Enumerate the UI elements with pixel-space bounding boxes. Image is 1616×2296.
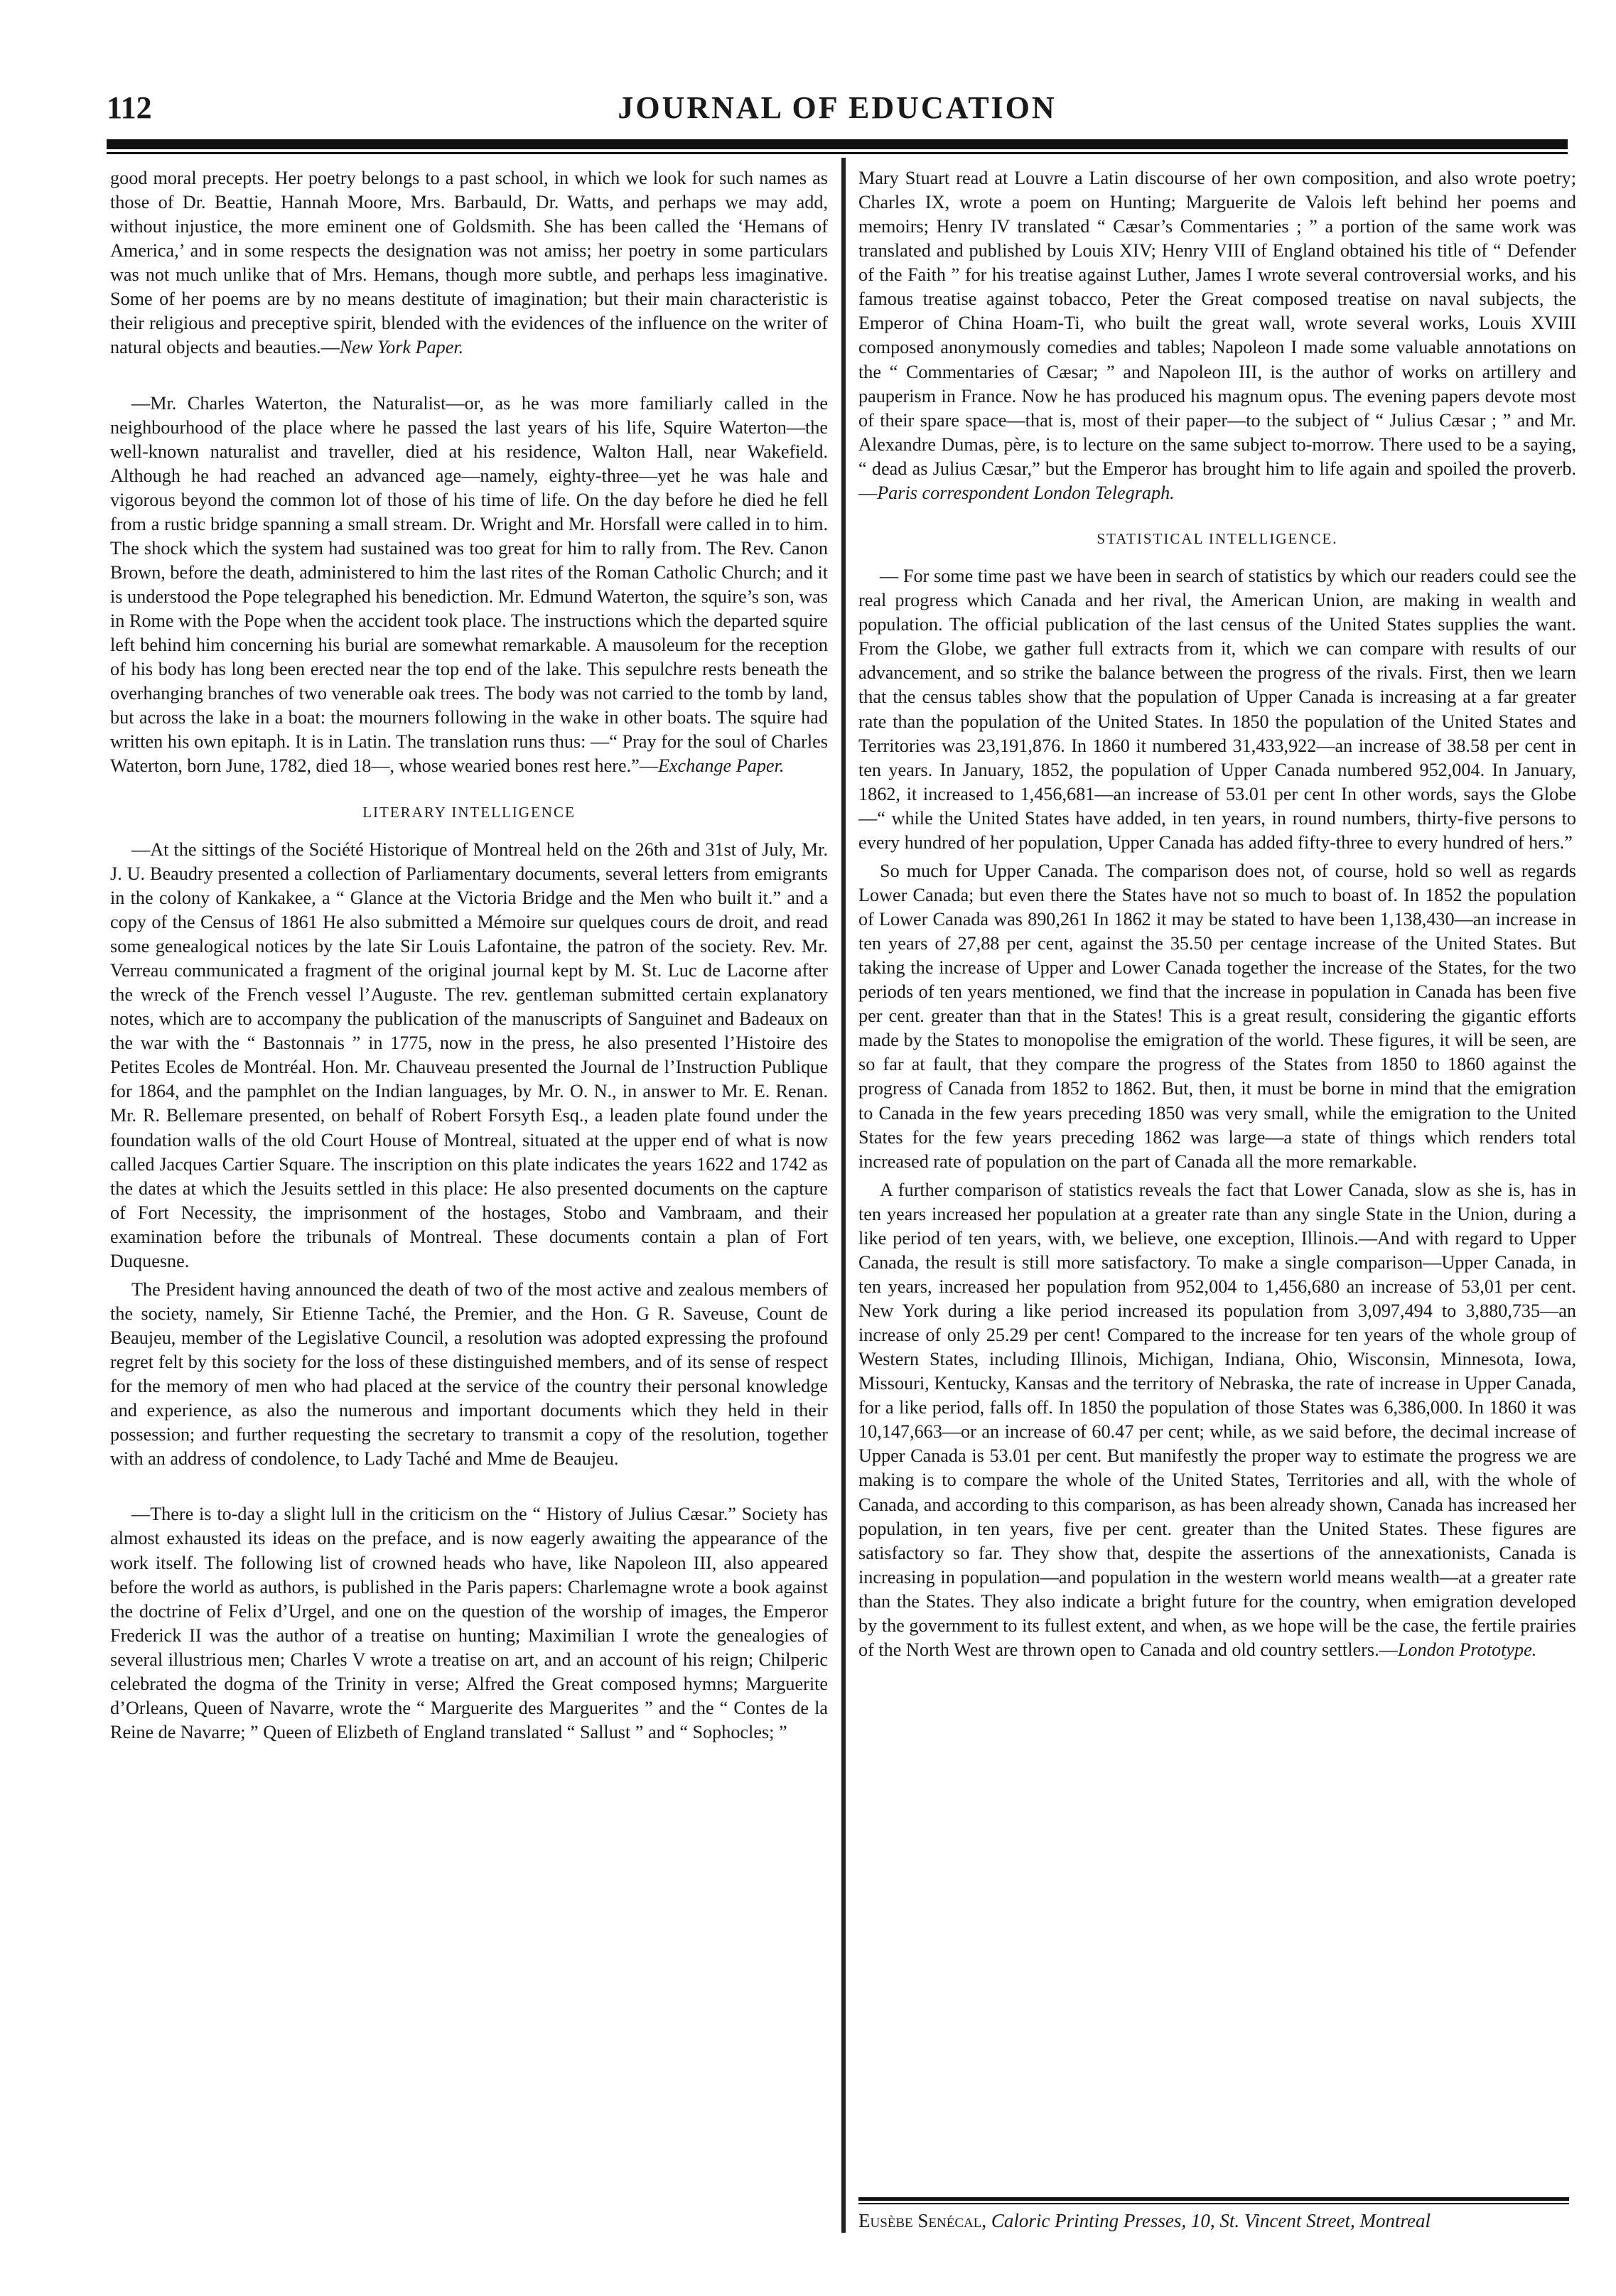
article-paragraph: — For some time past we have been in search of statistics by which our readers could see the real progress which Canada and her rival, the American Union, are making in wealth and population. The official publication of the last census of the United States supplies the want. From the Globe, we gather full extracts from it, which we can compare with results of our advancement, and so strike the balance between the progress of the rivals. First, then we learn that the census tables show that the population of Upper Canada is increasing at a far greater rate than the population of the United States. In 1850 the population of the United States and Territories was 23,191,876. In 1860 it numbered 31,433,922—an increase of 38.58 per cent in ten years. In January, 1852, the population of Upper Canada numbered 952,004. In January, 1862, it increased to 1,456,681—an increase of 53.01 per cent In other words, says the Globe—“ while the United States have added, in ten years, in round numbers, thirty-five persons to every hundred of her population, Upper Canada has added fifty-three to every hundred of hers.”	[858, 566, 1576, 853]
source-citation: London Prototype.	[1397, 1639, 1537, 1660]
page-number: 112	[107, 90, 152, 125]
section-heading-statistical: STATISTICAL INTELLIGENCE.	[1097, 529, 1338, 547]
article-paragraph: The President having announced the death of two of the most active and zealous members of the society, namely, Sir Etienne Taché, the Premier, and the Hon. G R. Saveuse, Count de Beaujeu, member of the Legislative Council, a resolution was adopted expressing the profound regret felt by this society for the loss of these distinguished members, and of its sense of respect for the memory of men who had placed at the service of the country their personal knowledge and experience, as also the numerous and important documents which they held in their possession; and further requesting the secretary to transmit a copy of the resolution, together with an address of condolence, to Lady Taché and Mme de Beaujeu.	[110, 1278, 828, 1470]
source-citation: Exchange Paper.	[657, 755, 785, 777]
right-column	[858, 166, 1576, 1666]
paragraph-text: —Mr. Charles Waterton, the Naturalist—or, as he was more familiarly called in the neighbourhood of the place where he passed the last years of his life, Squire Waterton—the well-known naturalist and traveller, died at his residence, Walton Hall, near Wakefield. Although he had reached an advanced age—namely, eighty-three—yet he was hale and vigorous beyond the common lot of those of his time of life. On the day before he died he fell from a rustic bridge spanning a small stream. Dr. Wright and Mr. Horsfall were called in to him. The shock which the system had sustained was too great for him to rally from. The Rev. Canon Brown, before the death, administered to him the last rites of the Roman Catholic Church; and it is understood the Pope telegraphed his benediction. Mr. Edmund Waterton, the squire’s son, was in Rome with the Pope when the accident took place. The instructions which the departed squire left behind him concerning his burial are somewhat remarkable. A mausoleum for the reception of his body has long been erected near the top end of the lake. This sepulchre rests beneath the overhanging branches of two venerable oak trees. The body was not carried to the tomb by land, but across the lake in a boat: the mourners following in the wake in other boats. The squire had written his own epitaph. It is in Latin. The translation runs thus: —“ Pray for the soul of Charles Waterton, born June, 1782, died 18—, whose wearied bones rest here.”—	[110, 392, 828, 777]
article-paragraph	[858, 166, 1576, 505]
article-paragraph: —At the sittings of the Société Historique of Montreal held on the 26th and 31st of July, Mr. J. U. Beaudry presented a collection of Parliamentary documents, several letters from emigrants in the colony of Kankakee, a “ Glance at the Victoria Bridge and the Men who built it.” and a copy of the Census of 1861 He also submitted a Mémoire sur quelques cours de droit, and read some genealogical notices by the late Sir Louis Lafontaine, the patron of the society. Rev. Mr. Verreau communicated a fragment of the original journal kept by M. St. Luc de Lacorne after the wreck of the French vessel l’Auguste. The rev. gentleman submitted certain explanatory notes, which are to accompany the publication of the manuscripts of Sanguinet and Badeaux on the war with the “ Bastonnais ” in 1775, now in the press, he also presented l’Histoire des Petites Ecoles de Montréal. Hon. Mr. Chauveau presented the Journal de l’Instruction Publique for 1864, and the pamphlet on the Indian languages, by Mr. O. N., in answer to Mr. E. Renan. Mr. R. Bellemare presented, on behalf of Robert Forsyth Esq., a leaden plate found under the foundation walls of the old Court House of Montreal, situated at the upper end of what is now called Jacques Cartier Square. The inscription on this plate indicates the years 1622 and 1742 as the dates at which the Jesuits settled in this place: He also presented documents on the capture of Fort Necessity, the imprisonment of the hostages, Stobo and Vambraam, and their examination before the tribunals of Montreal. These documents contain a plan of Fort Duquesne.	[110, 839, 828, 1271]
source-citation: New York Paper.	[339, 337, 464, 358]
source-citation: Paris correspondent London Telegraph.	[877, 482, 1175, 503]
article-paragraph	[858, 1178, 1576, 1662]
article-paragraph	[110, 392, 828, 779]
paragraph-text: A further comparison of statistics reveals the fact that Lower Canada, slow as she is, has in ten years increased her population at a greater rate than any single State in the Union, during a like period of ten years, with, we believe, one exception, Illinois.—And with regard to Upper Canada, the result is still more satisfactory. To make a single comparison—Upper Canada, in ten years, increased her population from 952,004 to 1,456,680 an increase of 53,01 per cent. New York during a like period increased its population from 3,097,494 to 3,880,735—an increase of only 25.29 per cent! Compared to the increase for ten years of the whole group of Western States, including Illinois, Michigan, Indiana, Ohio, Wisconsin, Minnesota, Iowa, Missouri, Kentucky, Kansas and the territory of Nebraska, the rate of increase in Upper Canada, for a like period, falls off. In 1850 the population of those States was 6,386,000. In 1860 it was 10,147,663—or an increase of 60.47 per cent; while, as we said before, the decimal increase of Upper Canada is 53.01 per cent. But manifestly the proper way to estimate the progress we are making is to compare the whole of the United States, Territories and all, with the whole of Canada, and according to this comparison, as has been already shown, Canada has increased her population, in ten years, five per cent. greater than the United States. These figures are satisfactory so far. They show that, despite the assertions of the annexationists, Canada is increasing in population—and population in the western world means wealth—at a greater rate than the States. They also indicate a bright future for the country, when emigration developed by the government to its fullest extent, and when, as we hope will be the case, the fertile prairies of the North West are thrown open to Canada and old country settlers.—	[858, 1179, 1576, 1660]
paragraph-text: Mary Stuart read at Louvre a Latin discourse of her own composition, and also wrote poetry; Charles IX, wrote a poem on Hunting; Marguerite de Valois left behind her poems and memoirs; Henry IV translated “ Cæsar’s Commentaries ; ” a portion of the same work was translated and published by Louis XIV; Henry VIII of England obtained his title of “ Defender of the Faith ” for his treatise against Luther, James I wrote several controversial works, and his famous treatise against tobacco, Peter the Great composed treatise on naval subjects, the Emperor of China Hoam-Ti, who built the great wall, wrote several works, Louis XVIII composed anonymously comedies and tables; Napoleon I made some valuable annotations on the “ Commentaries of Cæsar; ” and Napoleon III, is the author of works on artillery and pauperism in France. Now he has produced his magnum opus. The evening papers devote most of their spare space—that is, most of their paper—to the subject of “ Julius Cæsar ; ” and Mr. Alexandre Dumas, père, is to lecture on the same subject to-morrow. There used to be a saying, “ dead as Julius Cæsar,” but the Emperor has brought him to life again and spoiled the proverb.—	[858, 168, 1576, 503]
footer-rule-thin	[858, 2203, 1569, 2204]
article-paragraph	[110, 166, 828, 360]
page-header	[107, 90, 1568, 132]
left-column	[110, 166, 828, 1749]
footer-rule-thick	[858, 2197, 1569, 2201]
article-paragraph: —There is to-day a slight lull in the criticism on the “ History of Julius Cæsar.” Society has almost exhausted its ideas on the preface, and is now eagerly awaiting the appearance of the work itself. The following list of crowned heads who have, like Napoleon III, also appeared before the world as authors, is published in the Paris papers: Charlemagne wrote a book against the doctrine of Felix d’Urgel, and one on the question of the worship of images, the Emperor Frederick II was the author of a treatise on hunting; Maximilian I wrote the genealogies of several illustrious men; Charles V wrote a treatise on art, and an account of his reign; Chilperic celebrated the dogma of the Trinity in verse; Alfred the Great composed hymns; Marguerite d’Orleans, Queen of Navarre, wrote the “ Marguerite des Marguerites ” and the “ Contes de la Reine de Navarre; ” Queen of Elizbeth of England translated “ Sallust ” and “ Sophocles; ”	[110, 1504, 828, 1742]
printer-imprint	[858, 2210, 1569, 2232]
paragraph-text: good moral precepts. Her poetry belongs to a past school, in which we look for such names as those of Dr. Beattie, Hannah Moore, Mrs. Barbauld, Dr. Watts, and perhaps we may add, without injustice, the more eminent one of Goldsmith. She has been called the ‘Hemans of America,’ and in some respects the designation was not amiss; her poetry in some particulars was not much unlike that of Mrs. Hemans, though more subtle, and perhaps less imaginative. Some of her poems are by no means destitute of imagination; but their main characteristic is their religious and preceptive spirit, blended with the evidences of the influence on the writer of natural objects and beauties.—	[110, 168, 828, 358]
section-heading-literary: LITERARY INTELLIGENCE	[362, 803, 576, 821]
printer-name: Eusèbe Senécal,	[858, 2210, 987, 2231]
header-rule-thin	[107, 152, 1568, 154]
header-rule-thick	[107, 139, 1568, 149]
journal-title: JOURNAL OF EDUCATION	[618, 90, 1057, 125]
column-divider	[841, 158, 846, 2233]
article-paragraph: So much for Upper Canada. The comparison does not, of course, hold so well as regards Lower Canada; but even there the States have not so much to boast of. In 1852 the population of Lower Canada was 890,261 In 1862 it may be stated to have been 1,138,430—an increase in ten years of 27,88 per cent, against the 35.50 per centage increase of the United States. But taking the increase of Upper and Lower Canada together the increase of the States, for the two periods of ten years mentioned, we find that the increase in population in Canada has been five per cent. greater than that in the States! This is a great result, considering the gigantic efforts made by the States to monopolise the emigration of the world. These figures, it will be seen, are so far at fault, that they compare the progress of the States from 1850 to 1860 against the progress of Canada from 1852 to 1862. But, then, it must be borne in mind that the emigration to Canada in the few years preceding 1850 was very small, while the emigration to the United States for the few years preceding 1862 was large—a state of things which renders total increased rate of population on the part of Canada all the more remarkable.	[858, 860, 1576, 1172]
printer-address: Caloric Printing Presses, 10, St. Vincent Street, Montreal	[991, 2210, 1431, 2231]
